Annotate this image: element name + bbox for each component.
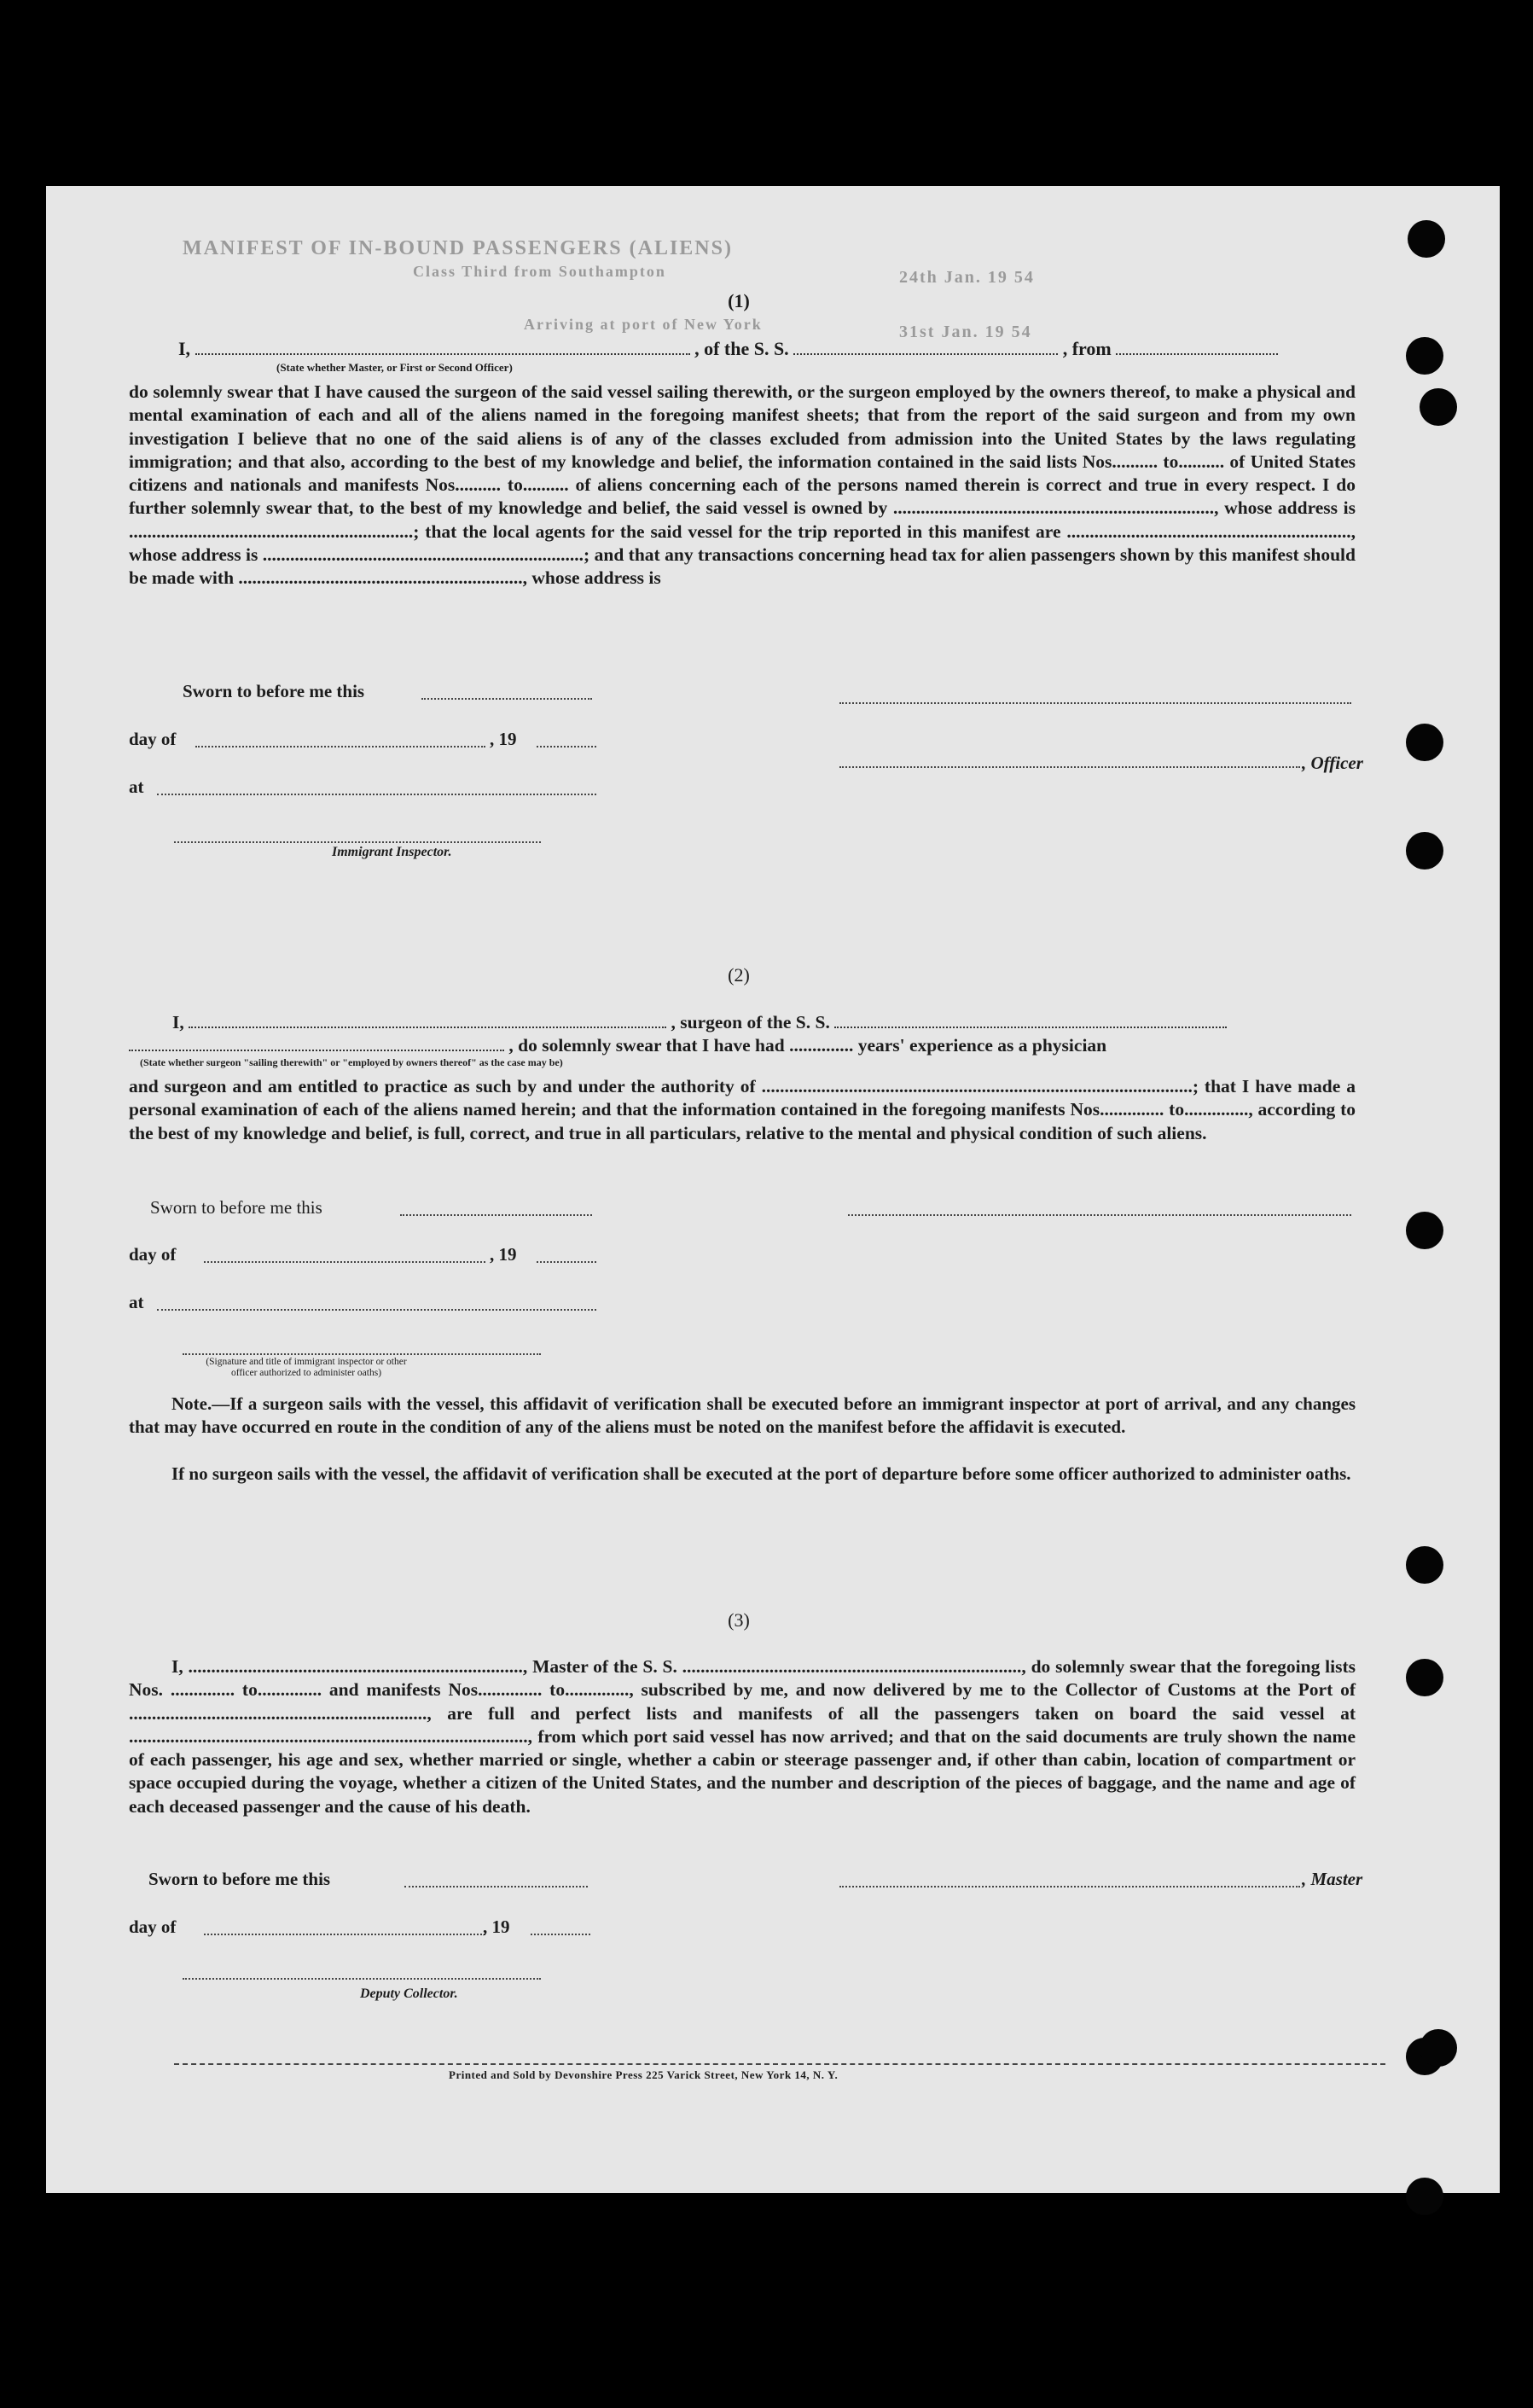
section-3-collector-label: Deputy Collector.: [360, 1986, 458, 2001]
section-2-sworn: Sworn to before me this: [150, 1197, 322, 1218]
surgeon-name-field[interactable]: [189, 1013, 666, 1028]
section-3-master-line[interactable]: [839, 1886, 1300, 1887]
binder-hole: [1406, 1659, 1443, 1696]
section-3-year: , 19: [483, 1917, 510, 1937]
section-2-body: and surgeon and am entitled to practice as such by and under the authority of ..............................................................................................; that I have made a personal examination of each of the aliens named herein; and that the information contained in the foregoing manifests Nos.............. to.............., according to the best of my knowledge and belief, is full, correct, and true in all particulars, relative to the mental and physical condition of such aliens.: [129, 1076, 1356, 1143]
binder-hole: [1406, 1546, 1443, 1584]
section-2-year-line[interactable]: [537, 1261, 596, 1263]
section-2-note: [129, 1393, 1356, 1439]
surgeon-vessel-field[interactable]: [834, 1013, 1227, 1028]
section-2-line2: [129, 1035, 1357, 1056]
ghost-arriving: Arriving at port of New York: [524, 316, 763, 333]
oath-prefix: I,: [178, 338, 191, 359]
footer-printer: Printed and Sold by Devonshire Press 225 Varick Street, New York 14, N. Y.: [449, 2068, 839, 2081]
section-1-year-line[interactable]: [537, 746, 596, 747]
section-1-number: (1): [728, 290, 750, 311]
master-name-field[interactable]: [195, 340, 690, 355]
section-2-sub-note: (State whether surgeon "sailing therewith" or "employed by owners thereof" as the case may be): [140, 1056, 563, 1068]
section-2-inspector-line[interactable]: [183, 1353, 541, 1355]
section-3-year-line[interactable]: [531, 1934, 590, 1935]
section-1-body: do solemnly swear that I have caused the surgeon of the said vessel sailing therewith, or the surgeon employed by the owners thereof, to make a physical and mental examination of each and all of the aliens named in the foregoing manifest sheets; that from the report of the said surgeon and from my own investigation I believe that no one of the said aliens is of any of the classes excluded from admission into the United States by the laws regulating immigration; and that also, according to the best of my knowledge and belief, the information contained in the said lists Nos.......... to.......... of United States citizens and nationals and manifests Nos.......... to.......... of aliens concerning each of the persons named therein is correct and true in every respect. I do further solemnly swear that, to the best of my knowledge and belief, the said vessel is owned by ......................................................................, whose address is ..............................................................; that the local agents for the said vessel for the trip reported in this manifest are .............................................................., whose address is ......................................................................; and that any transactions concerning head tax for alien passengers shown by this manifest should be made with .............................................................., whose address is: [129, 381, 1356, 589]
section-1-day-of: day of: [129, 729, 177, 749]
note-label: Note.: [171, 1393, 212, 1414]
binder-hole: [1406, 724, 1443, 761]
section-2-day-of: day of: [129, 1244, 177, 1265]
surgeon-status-field[interactable]: [129, 1036, 504, 1051]
binder-hole: [1408, 220, 1445, 258]
ghost-title: MANIFEST OF IN-BOUND PASSENGERS (ALIENS): [183, 237, 733, 259]
section-3-day-of: day of: [129, 1917, 177, 1937]
footer-rule: [174, 2063, 1385, 2065]
vessel-name-field[interactable]: [793, 340, 1058, 355]
section-3-day-line[interactable]: [204, 1934, 485, 1935]
section-3-sworn: Sworn to before me this: [148, 1869, 331, 1889]
binder-hole: [1406, 337, 1443, 375]
note-text: —If a surgeon sails with the vessel, this affidavit of verification shall be executed before an immigrant inspector at port of arrival, and any changes that may have occurred en route in the condition of any of the aliens must be noted on the manifest before the affidavit is executed.: [129, 1393, 1356, 1437]
section-2-number: (2): [728, 964, 750, 986]
section-1-officer-label: , Officer: [1302, 753, 1363, 773]
section-2-at-line[interactable]: [157, 1309, 596, 1311]
section-1-officer-line-top[interactable]: [839, 702, 1351, 704]
surgeon-ss-label: , surgeon of the S. S.: [671, 1012, 830, 1032]
section-3-master-label: , Master: [1302, 1869, 1363, 1889]
section-1-line1: [178, 338, 1398, 360]
section-1-officer-line[interactable]: [839, 766, 1300, 768]
section-1-day-line[interactable]: [195, 746, 485, 747]
ghost-date-2: 31st Jan. 19 54: [899, 323, 1032, 341]
section-3-sworn-line[interactable]: [404, 1886, 588, 1887]
section-2-at: at: [129, 1292, 144, 1312]
section-2-signature-line[interactable]: [848, 1214, 1351, 1216]
section-2-line1: [172, 1012, 1401, 1033]
ghost-date-1: 24th Jan. 19 54: [899, 268, 1035, 287]
from-port-field[interactable]: [1116, 340, 1278, 355]
section-2-sig-note: (Signature and title of immigrant inspector or other officer authorized to administer oaths): [206, 1357, 407, 1378]
section-1-inspector-label: Immigrant Inspector.: [332, 845, 452, 859]
document-page: [46, 186, 1500, 2193]
binder-hole: [1406, 832, 1443, 870]
section-1-inspector-line[interactable]: [174, 841, 541, 843]
section-2-sworn-line[interactable]: [400, 1214, 592, 1216]
section-1-year: , 19: [490, 729, 517, 749]
section-3-number: (3): [728, 1609, 750, 1631]
oath-prefix-2: I,: [172, 1012, 184, 1032]
section-2-year: , 19: [490, 1244, 517, 1265]
section-3-collector-line[interactable]: [183, 1978, 541, 1980]
section-1-sub-note: (State whether Master, or First or Second Officer): [276, 361, 513, 374]
section-1-sworn-line[interactable]: [421, 698, 592, 700]
ghost-class-from: Class Third from Southampton: [413, 263, 666, 280]
section-1-sworn: Sworn to before me this: [183, 681, 365, 701]
section-3-body: I, ........................................................................., Master of the S. S. .........................................................................., do solemnly swear that the foregoing lists Nos. .............. to.............. and manifests Nos.............. to.............., subscribed by me, and now delivered by me to the Collector of Customs at the Port of ................................................................., are full and perfect lists and manifests of all the passengers taken on board the said vessel at ......................................................................................., from which port said vessel has now arrived; and that on the said documents are truly shown the name of each passenger, his age and sex, whether married or single, whether a cabin or steerage passenger and, if other than cabin, location of compartment or space occupied during the voyage, whether a citizen of the United States, and the number and description of the pieces of baggage, and the name and age of each deceased passenger and the cause of his death.: [129, 1656, 1356, 1817]
ss-label: , of the S. S.: [694, 338, 789, 359]
section-1-at: at: [129, 776, 144, 797]
section-1-at-line[interactable]: [157, 794, 596, 795]
section-2-note-2: If no surgeon sails with the vessel, the affidavit of verification shall be executed at the port of departure before some officer authorized to administer oaths.: [171, 1463, 1351, 1484]
binder-hole: [1420, 2029, 1457, 2067]
surgeon-experience-text: , do solemnly swear that I have had .............. years' experience as a physician: [508, 1035, 1107, 1056]
binder-hole: [1406, 2178, 1443, 2215]
binder-hole: [1420, 388, 1457, 426]
from-label: , from: [1062, 338, 1112, 359]
section-2-day-line[interactable]: [204, 1261, 485, 1263]
binder-hole: [1406, 1212, 1443, 1249]
